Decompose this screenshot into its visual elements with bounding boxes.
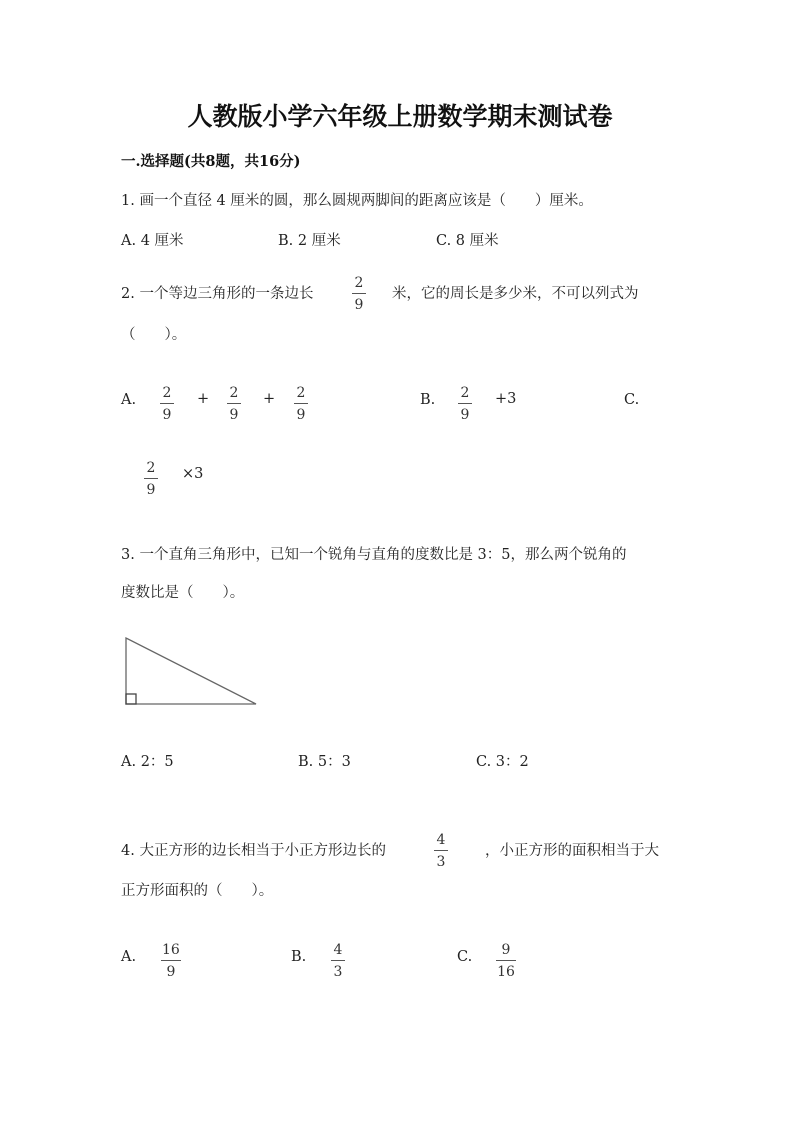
question-2-option-c-fraction: 2 9	[144, 461, 158, 497]
page-title: 人教版小学六年级上册数学期末测试卷	[187, 102, 613, 131]
question-4-option-a-label: A.	[121, 949, 137, 965]
question-2-option-b-label: B.	[420, 392, 436, 408]
question-4-text-before: 4. 大正方形的边长相当于小正方形边长的	[121, 843, 386, 859]
section-heading: 一.选择题(共8题，共16分)	[121, 153, 301, 170]
question-4-option-c-label: C.	[457, 949, 473, 965]
question-2-text-before: 2. 一个等边三角形的一条边长	[121, 286, 314, 302]
question-4-option-c-fraction: 9 16	[497, 942, 515, 980]
question-1-text: 1. 画一个直径 4 厘米的圆，那么圆规两脚间的距离应该是（ ）厘米。	[121, 193, 593, 209]
plus-sign: +	[263, 391, 276, 407]
question-1-option-c: C. 8 厘米	[436, 233, 499, 249]
question-4-text-after: ，小正方形的面积相当于大	[485, 843, 659, 859]
right-angle-marker	[126, 694, 136, 704]
question-2-fraction: 2 9	[352, 276, 366, 312]
question-3-line2: 度数比是（ ）。	[121, 585, 245, 601]
question-3-line1: 3. 一个直角三角形中，已知一个锐角与直角的度数比是 3：5，那么两个锐角的	[121, 547, 627, 563]
question-2-option-a-fraction-1: 2 9	[160, 386, 174, 422]
plus-sign: +	[197, 391, 210, 407]
question-2-option-b-suffix: +3	[495, 391, 517, 407]
question-3-option-a: A. 2：5	[121, 754, 174, 770]
question-2-text-after: 米，它的周长是多少米，不可以列式为	[392, 286, 639, 302]
question-2-option-a-fraction-3: 2 9	[294, 386, 308, 422]
question-1-option-b: B. 2 厘米	[278, 233, 341, 249]
question-1-option-a: A. 4 厘米	[121, 233, 184, 249]
question-2-option-a-fraction-2: 2 9	[227, 386, 241, 422]
question-4-fraction: 4 3	[434, 833, 448, 869]
question-4-option-a-fraction: 16 9	[162, 942, 180, 980]
question-2-line2: （ ）。	[121, 327, 187, 343]
right-triangle-figure	[115, 630, 265, 710]
question-2-option-c-suffix: ×3	[182, 466, 204, 482]
question-2-option-a-label: A.	[121, 392, 137, 408]
question-4-option-b-fraction: 4 3	[331, 943, 345, 979]
question-4-option-b-label: B.	[291, 949, 307, 965]
question-3-option-c: C. 3：2	[476, 754, 529, 770]
question-2-option-c-label: C.	[624, 392, 640, 408]
question-2-option-b-fraction: 2 9	[458, 386, 472, 422]
question-4-line2: 正方形面积的（ ）。	[121, 883, 274, 899]
question-3-option-b: B. 5：3	[298, 754, 351, 770]
